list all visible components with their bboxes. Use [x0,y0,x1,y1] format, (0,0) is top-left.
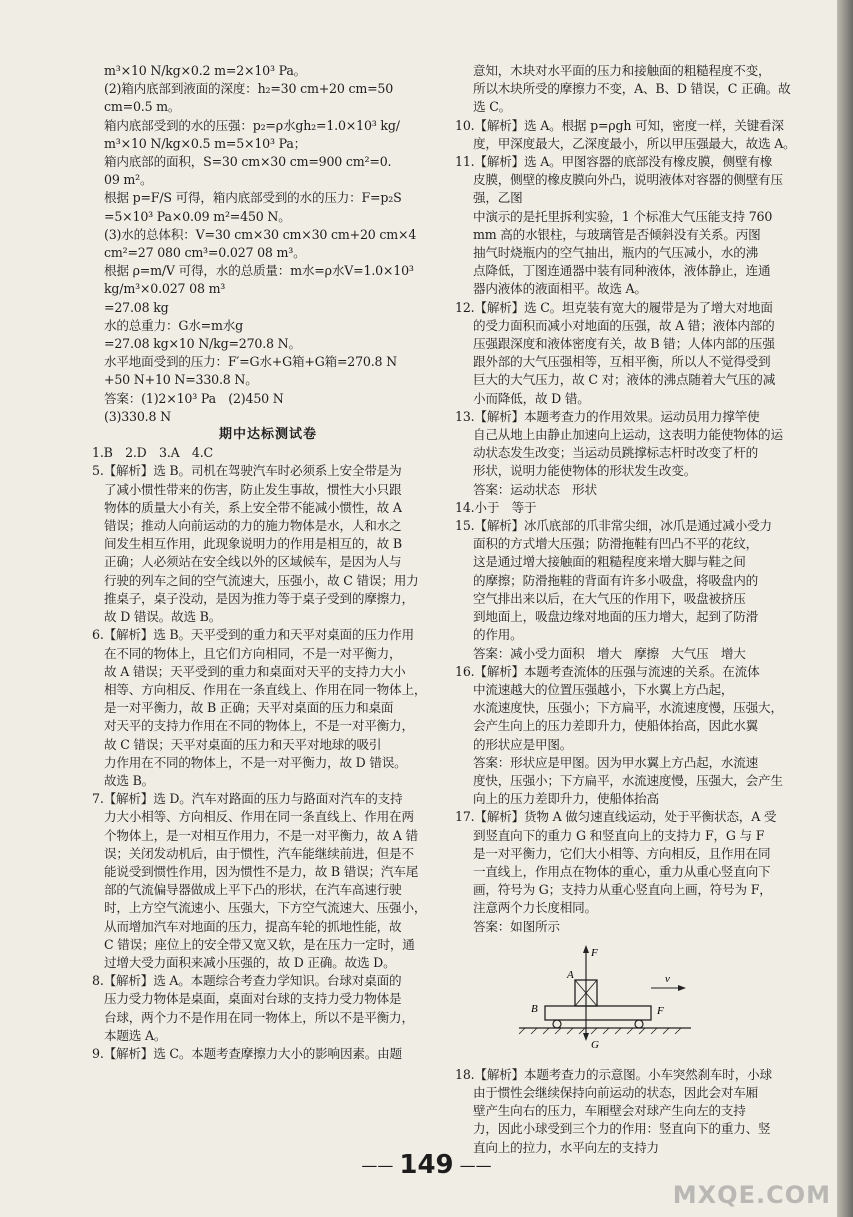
label-a: A [567,968,574,981]
text-line: 答案：形状应是甲图。因为甲水翼上方凸起，水流速 [473,754,759,770]
cart-body [545,1006,651,1020]
force-diagram-svg [511,942,711,1060]
text-line: 面积的方式增大压强；防滑拖鞋有凹凸不平的花纹， [473,536,759,552]
text-line: 力作用在不同的物体上，不是一对平衡力，故 D 错误。 [104,754,407,770]
text-line: 是一对平衡力，故 B 正确；天平对桌面的压力和桌面 [104,700,394,716]
right-column [455,62,807,1157]
text-line: 水平地面受到的压力：F′=G水+G箱+G箱=270.8 N [104,354,397,370]
right-column-top [455,62,807,936]
text-line: 会产生向上的压力差即升力，使船体抬高，因此水翼 [473,718,759,734]
text-line: 注意两个力长度相同。 [473,900,597,916]
text-line: 空气排出来以后，在大气压的作用下，吸盘被挤压 [473,590,746,606]
text-line: 13.【解析】本题考查力的作用效果。运动员用力撑竿使 [455,408,760,424]
text-line: 压强跟深度和液体密度有关，故 B 错；人体内部的压强 [473,336,775,352]
text-line: 答案：减小受力面积 增大 摩擦 大气压 增大 [473,645,746,661]
section-heading: 期中达标测试卷 [218,427,317,443]
text-line: 本题选 A。 [104,1027,167,1043]
text-line: 直向上的拉力，水平向左的支持力 [473,1139,659,1155]
text-line: 了减小惯性带来的伤害，防止发生事故，惯性大小只跟 [104,481,402,497]
text-line: 是一对平衡力，它们大小相等、方向相反，且作用在同 [473,845,771,861]
text-line: 壁产生向右的压力，车厢壁会对球产生向左的支持 [473,1103,746,1119]
text-line: 一直线上，作用点在物体的重心，重力从重心竖直向下 [473,863,771,879]
text-line: 间发生相互作用，此现象说明力的作用是相互的，故 B [104,536,402,552]
text-line: 时，上方空气流速小、压强大，下方空气流速大、压强小， [104,900,427,916]
cart-wheel [553,1020,561,1028]
text-line: 1.B 2.D 3.A 4.C [92,445,213,461]
label-g: G [591,1038,599,1051]
text-line: 14.小于 等于 [455,499,537,515]
text-line: 压力受力物体是桌面，桌面对台球的支持力受力物体是 [104,991,402,1007]
text-line: 形状，说明力能使物体的形状发生改变。 [473,463,697,479]
text-line: 对天平的支持力作用在不同的物体上，不是一对平衡力， [104,718,414,734]
text-line: 答案：如图所示 [473,918,560,934]
text-line: 向上的压力差即升力，使船体抬高 [473,791,659,807]
text-line: 跟外部的大气压强相等，互相平衡，所以人不觉得受到 [473,354,771,370]
text-line: 8.【解析】选 A。本题综合考查力学知识。台球对桌面的 [92,973,402,989]
text-line: kg/m³×0.027 08 m³ [104,281,226,297]
text-line: 的受力面积而减小对地面的压强，故 A 错；液体内部的 [473,317,775,333]
text-line: 9.【解析】选 C。本题考查摩擦力大小的影响因素。由题 [92,1045,402,1061]
text-line: m³×10 N/kg×0.5 m=5×10³ Pa； [104,135,307,151]
text-line: 5.【解析】选 B。司机在驾驶汽车时必须系上安全带是为 [92,463,402,479]
text-line: 力，因此小球受到三个力的作用：竖直向下的重力、竖 [473,1121,771,1137]
text-line: 故 A 错误；天平受到的重力和桌面对天平的支持力大小 [104,663,406,679]
text-line: 由于惯性会继续保持向前运动的状态，因此会对车厢 [473,1084,759,1100]
text-line: mm 高的水银柱，与玻璃管是否倾斜没有关系。丙图 [473,226,761,242]
text-line: 水流速度快，压强小；下方扁平，水流速度慢，压强大， [473,700,783,716]
page-number-text: 149 [399,1150,454,1180]
text-line: 的作用。 [473,627,523,643]
text-line: 的形状应是甲图。 [473,736,573,752]
text-line: 水的总重力：G水=m水g [104,317,243,333]
text-line: 故选 B。 [104,772,155,788]
ground-hatch [519,1028,681,1034]
text-line: 中演示的是托里拆利实验，1 个标准大气压能支持 760 [473,208,773,224]
text-line: m³×10 N/kg×0.2 m=2×10³ Pa。 [104,63,307,78]
text-line: C 错误；座位上的安全带又宽又软，是在压力一定时，通 [104,936,415,952]
text-line: 故 C 错误；天平对桌面的压力和天平对地球的吸引 [104,736,382,752]
text-line: 箱内底部的面积，S=30 cm×30 cm=900 cm²=0. [104,154,392,170]
watermark-logo: MXQE.COM [672,1181,831,1209]
label-b: B [531,1002,538,1015]
text-line: 在不同的物体上，且它们方向相同，不是一对平衡力， [104,645,402,661]
text-line: 行驶的列车之间的空气流速大，压强小，故 C 错误；用力 [104,572,419,588]
page-number: —— 149 —— [361,1150,492,1180]
text-line: =27.08 kg [104,299,169,315]
text-line: 力大小相等、方向相反、作用在同一条直线上、作用在两 [104,809,414,825]
cart-wheel [635,1020,643,1028]
text-line: 巨大的大气压力，故 C 对；液体的沸点随着大气压的减 [473,372,776,388]
text-line: 10.【解析】选 A。根据 p=ρgh 可知，密度一样，关键看深 [455,117,784,133]
text-line: 从而增加汽车对地面的压力，提高车轮的抓地性能，故 [104,918,402,934]
text-line: 17.【解析】货物 A 做匀速直线运动，处于平衡状态，A 受 [455,809,777,825]
right-column-bottom [455,1066,807,1157]
label-v: v [665,972,670,985]
text-line: 画，符号为 G；支持力从重心竖直向上画，符号为 F， [473,882,772,898]
text-line: 动状态发生改变；当运动员跳撑标志杆时改变了杆的 [473,445,759,461]
text-line: 抽气时烧瓶内的空气抽出，瓶内的气压减小，水的沸 [473,245,759,261]
text-line: 选 C。 [473,99,512,115]
text-line: =5×10³ Pa×0.09 m²=450 N。 [104,208,291,224]
text-line: +50 N+10 N=330.8 N。 [104,372,258,388]
text-line: 答案：运动状态 形状 [473,481,597,497]
text-line: 部的气流偏导器做成上平下凸的形状，在汽车高速行驶 [104,882,402,898]
text-line: 6.【解析】选 B。天平受到的重力和天平对桌面的压力作用 [92,627,414,643]
text-line: 所以木块所受的摩擦力不变，A、B、D 错误，C 正确。故 [473,81,791,97]
text-line: 根据 p=F/S 可得，箱内底部受到的水的压力：F=p₂S [104,190,402,206]
text-line: 小而降低，故 D 错。 [473,390,590,406]
text-line: 过增大受力面积来减小压强的，故 D 正确。故选 D。 [104,954,396,970]
text-line: 到地面上，吸盘边缘对地面的压力增大，起到了防滑 [473,609,759,625]
text-line: 器内液体的液面相平。故选 A。 [473,281,647,297]
left-column [92,62,444,1063]
text-line: 故 D 错误。故选 B。 [104,609,222,625]
text-line: 相等、方向相反、作用在一条直线上、作用在同一物体上， [104,681,427,697]
text-line: 个物体上，是一对相互作用力，不是一对平衡力，故 A 错 [104,827,418,843]
text-line: (3)水的总体积：V=30 cm×30 cm×30 cm+20 cm×4 [104,226,417,242]
text-line: 能说受到惯性作用，因为惯性不是力，故 B 错误；汽车尾 [104,863,419,879]
label-f2: F [657,1004,664,1017]
text-line: 答案：(1)2×10³ Pa (2)450 N [104,390,284,406]
text-line: 7.【解析】选 D。汽车对路面的压力与路面对汽车的支持 [92,791,403,807]
text-line: 这是通过增大接触面的粗糙程度来增大脚与鞋之间 [473,554,746,570]
text-line: 台球，两个力不是作用在同一物体上，所以不是平衡力， [104,1009,414,1025]
text-line: 根据 ρ=m/V 可得，水的总质量：m水=ρ水V=1.0×10³ [104,263,414,279]
text-line: (2)箱内底部到液面的深度：h₂=30 cm+20 cm=50 [104,81,394,97]
text-line: 度，甲深度最大，乙深度最小，所以甲压强最大，故选 A。 [473,135,796,151]
text-line: 推桌子，桌子没动，是因为推力等于桌子受到的摩擦力， [104,590,414,606]
text-line: 皮膜，侧壁的橡皮膜向外凸，说明液体对容器的侧壁有压强，乙图 [473,172,783,206]
text-line: 中流速越大的位置压强越小，下水翼上方凸起， [473,681,734,697]
text-line: 错误；推动人向前运动的力的施力物体是水，人和水之 [104,518,402,534]
text-line: 12.【解析】选 C。坦克装有宽大的履带是为了增大对地面 [455,299,773,315]
text-line: 意知，木块对水平面的压力和接触面的粗糙程度不变， [473,63,771,78]
text-line: cm=0.5 m。 [104,99,181,115]
text-line: 点降低，丁图连通器中装有同种液体，液体静止，连通 [473,263,771,279]
text-line: 箱内底部受到的水的压强：p₂=ρ水gh₂=1.0×10³ kg/ [104,117,400,133]
text-line: 误；关闭发动机后，由于惯性，汽车能继续前进，但是不 [104,845,414,861]
text-line: 11.【解析】选 A。甲图容器的底部没有橡皮膜，侧壁有橡 [455,154,773,170]
text-line: 度快，压强小；下方扁平，水流速度慢，压强大，会产生 [473,772,783,788]
force-diagram [511,942,711,1060]
text-line: 18.【解析】本题考查力的示意图。小车突然刹车时，小球 [455,1066,772,1082]
page-edge-shadow [837,0,853,1217]
text-line: =27.08 kg×10 N/kg=270.8 N。 [104,336,301,352]
text-line: 09 m²。 [104,172,153,188]
text-line: 15.【解析】冰爪底部的爪非常尖细，冰爪是通过减小受力 [455,518,772,534]
text-line: 的摩擦；防滑拖鞋的背面有许多小吸盘，将吸盘内的 [473,572,759,588]
text-line: cm²=27 080 cm³=0.027 08 m³。 [104,245,306,261]
text-line: 到竖直向下的重力 G 和竖直向上的支持力 F，G 与 F [473,827,765,843]
text-line: (3)330.8 N [104,408,171,424]
text-line: 正确；人必须站在安全线以外的区域候车，是因为人与 [104,554,402,570]
text-line: 自己从地上由静止加速向上运动，这表明力能使物体的运 [473,427,783,443]
text-line: 物体的质量大小有关，系上安全带不能减小惯性，故 A [104,499,402,515]
label-f: F [591,946,598,959]
text-line: 16.【解析】本题考查流体的压强与流速的关系。在流体 [455,663,760,679]
